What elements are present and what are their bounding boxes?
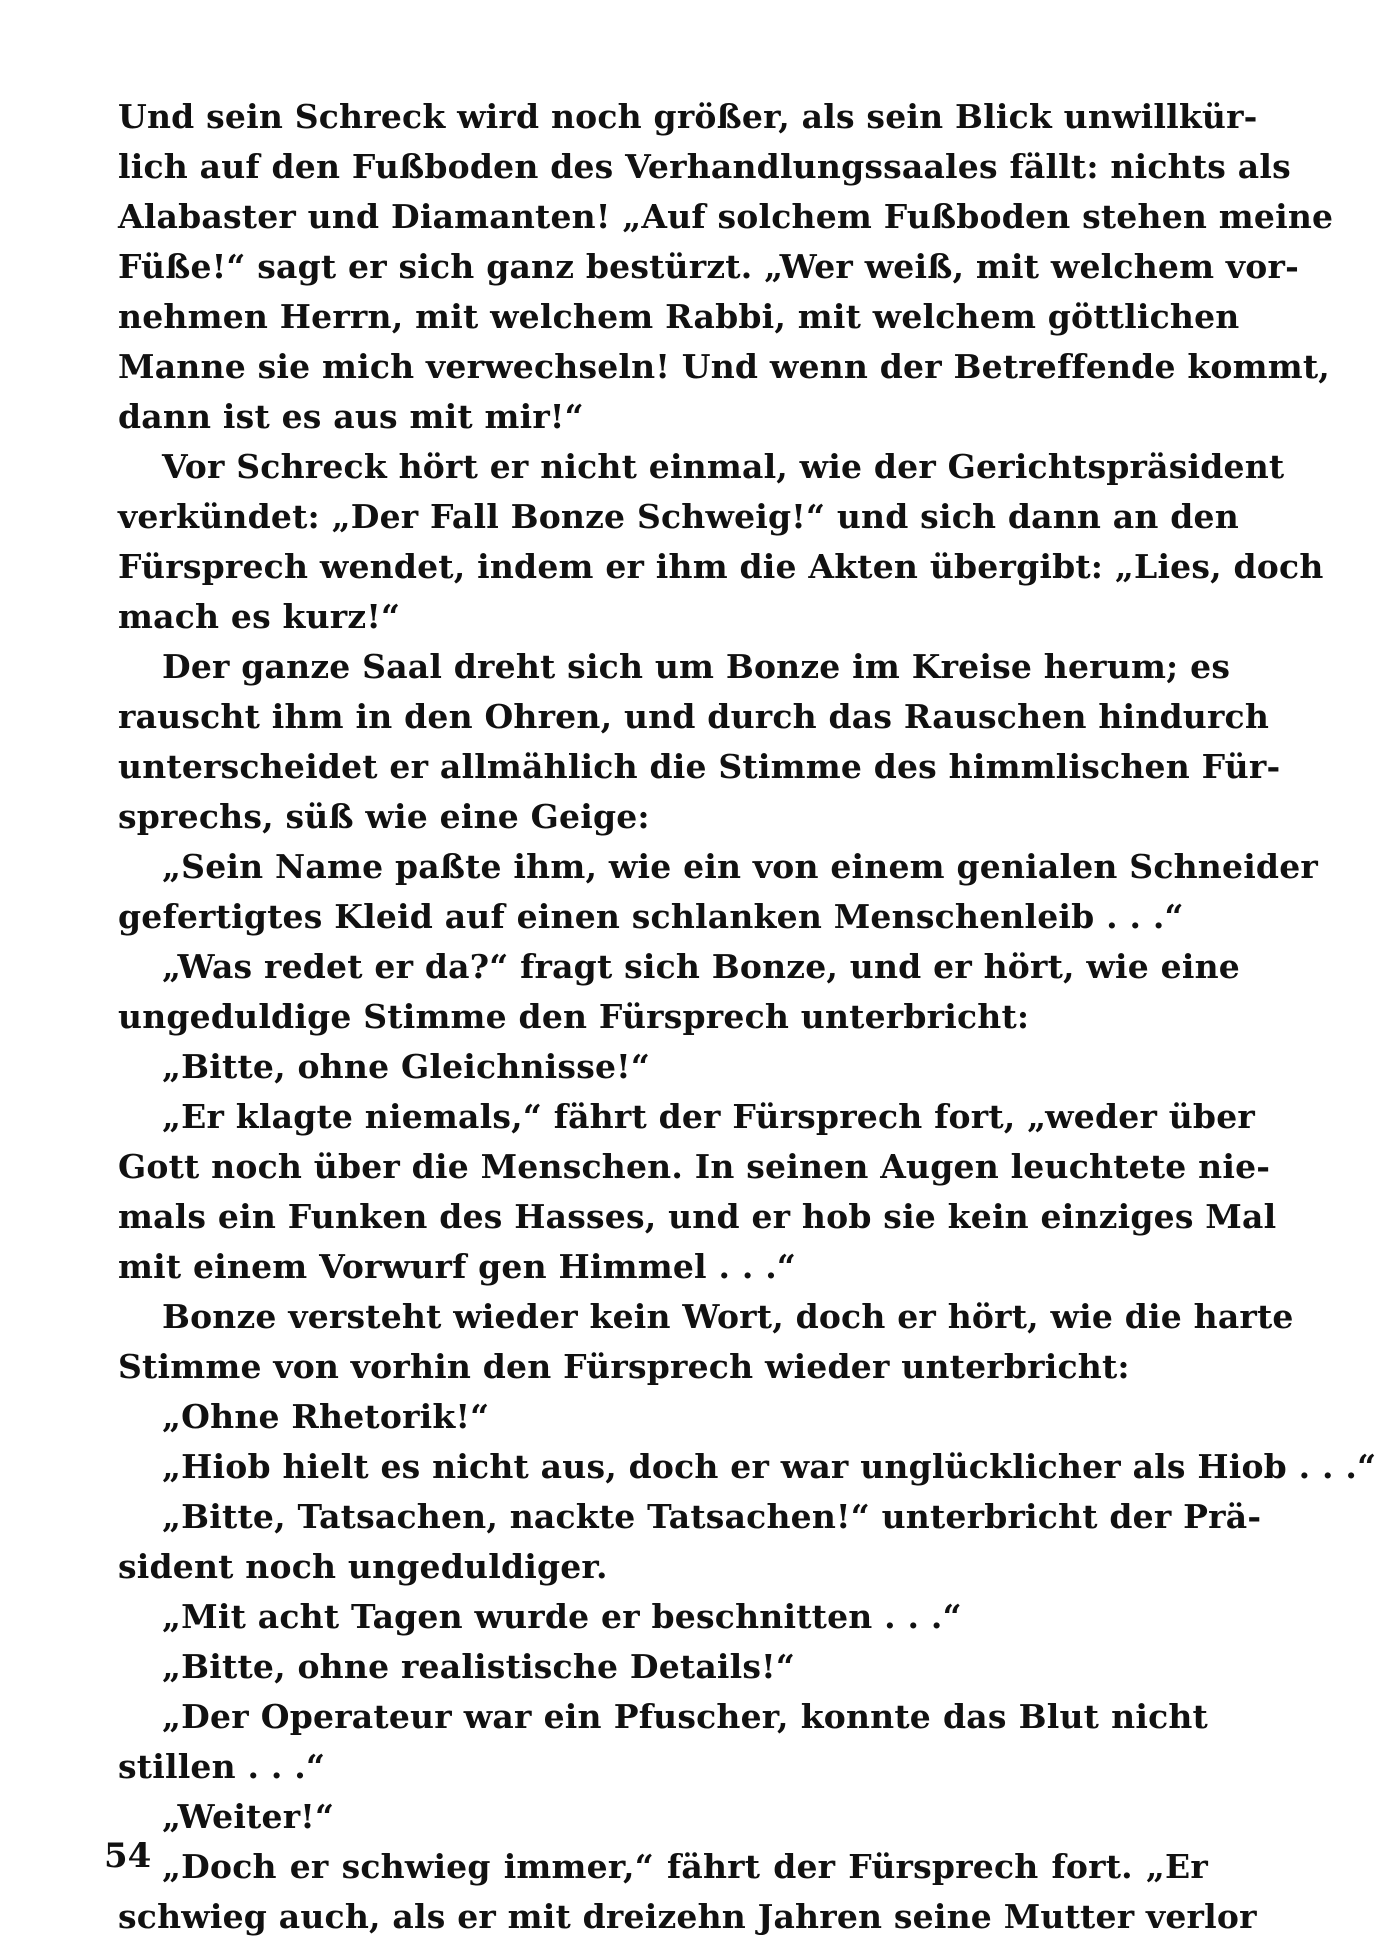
text-line: Gott noch über die Menschen. In seinen Augen leuchtete nie- — [118, 1147, 1271, 1186]
text-line: lich auf den Fußboden des Verhandlungssaales fällt: nichts als — [118, 147, 1291, 186]
text-line: „Ohne Rhetorik!“ — [162, 1397, 490, 1436]
text-line: unterscheidet er allmählich die Stimme des himmlischen Für- — [118, 747, 1281, 786]
text-line: mit einem Vorwurf gen Himmel . . .“ — [118, 1247, 797, 1286]
text-line: mach es kurz!“ — [118, 597, 401, 636]
text-line: schwieg auch, als er mit dreizehn Jahren seine Mutter verlor — [118, 1897, 1257, 1936]
text-line: „Bitte, ohne realistische Details!“ — [162, 1647, 796, 1686]
text-line: Füße!“ sagt er sich ganz bestürzt. „Wer weiß, mit welchem vor- — [118, 247, 1299, 286]
text-line: stillen . . .“ — [118, 1747, 326, 1786]
text-line: „Mit acht Tagen wurde er beschnitten . . .“ — [162, 1597, 962, 1636]
text-line: „Weiter!“ — [162, 1797, 335, 1836]
text-line: rauscht ihm in den Ohren, und durch das Rauschen hindurch — [118, 697, 1270, 736]
text-line: Stimme von vorhin den Fürsprech wieder unterbricht: — [118, 1347, 1130, 1386]
text-line: Und sein Schreck wird noch größer, als sein Blick unwillkür- — [118, 97, 1258, 136]
text-line: „Der Operateur war ein Pfuscher, konnte das Blut nicht — [162, 1697, 1208, 1736]
text-line: „Bitte, ohne Gleichnisse!“ — [162, 1047, 651, 1086]
text-line: sprechs, süß wie eine Geige: — [118, 797, 650, 836]
text-line: gefertigtes Kleid auf einen schlanken Menschenleib . . .“ — [118, 897, 1184, 936]
page-number: 54 — [104, 1836, 152, 1876]
text-line: verkündet: „Der Fall Bonze Schweig!“ und sich dann an den — [118, 497, 1239, 536]
body-text — [118, 92, 1376, 1942]
text-line: Der ganze Saal dreht sich um Bonze im Kreise herum; es — [162, 647, 1231, 686]
text-line: dann ist es aus mit mir!“ — [118, 397, 584, 436]
text-line: mals ein Funken des Hasses, und er hob sie kein einziges Mal — [118, 1197, 1277, 1236]
text-line: Alabaster und Diamanten! „Auf solchem Fußboden stehen meine — [118, 197, 1334, 236]
text-line: „Bitte, Tatsachen, nackte Tatsachen!“ unterbricht der Prä- — [162, 1497, 1262, 1536]
text-line: Manne sie mich verwechseln! Und wenn der Betreffende kommt, — [118, 347, 1330, 386]
text-line: nehmen Herrn, mit welchem Rabbi, mit welchem göttlichen — [118, 297, 1240, 336]
text-line: „Doch er schwieg immer,“ fährt der Fürsprech fort. „Er — [162, 1847, 1208, 1886]
text-line: „Er klagte niemals,“ fährt der Fürsprech fort, „weder über — [162, 1097, 1255, 1136]
text-line: sident noch ungeduldiger. — [118, 1547, 608, 1586]
text-line: „Sein Name paßte ihm, wie ein von einem genialen Schneider — [162, 847, 1318, 886]
text-line: Fürsprech wendet, indem er ihm die Akten übergibt: „Lies, doch — [118, 547, 1324, 586]
text-line: Vor Schreck hört er nicht einmal, wie der Gerichtspräsident — [162, 447, 1285, 486]
text-line: „Hiob hielt es nicht aus, doch er war unglücklicher als Hiob . . .“ — [162, 1447, 1376, 1486]
text-line: ungeduldige Stimme den Fürsprech unterbricht: — [118, 997, 1030, 1036]
text-line: „Was redet er da?“ fragt sich Bonze, und er hört, wie eine — [162, 947, 1240, 986]
text-line: Bonze versteht wieder kein Wort, doch er hört, wie die harte — [162, 1297, 1294, 1336]
